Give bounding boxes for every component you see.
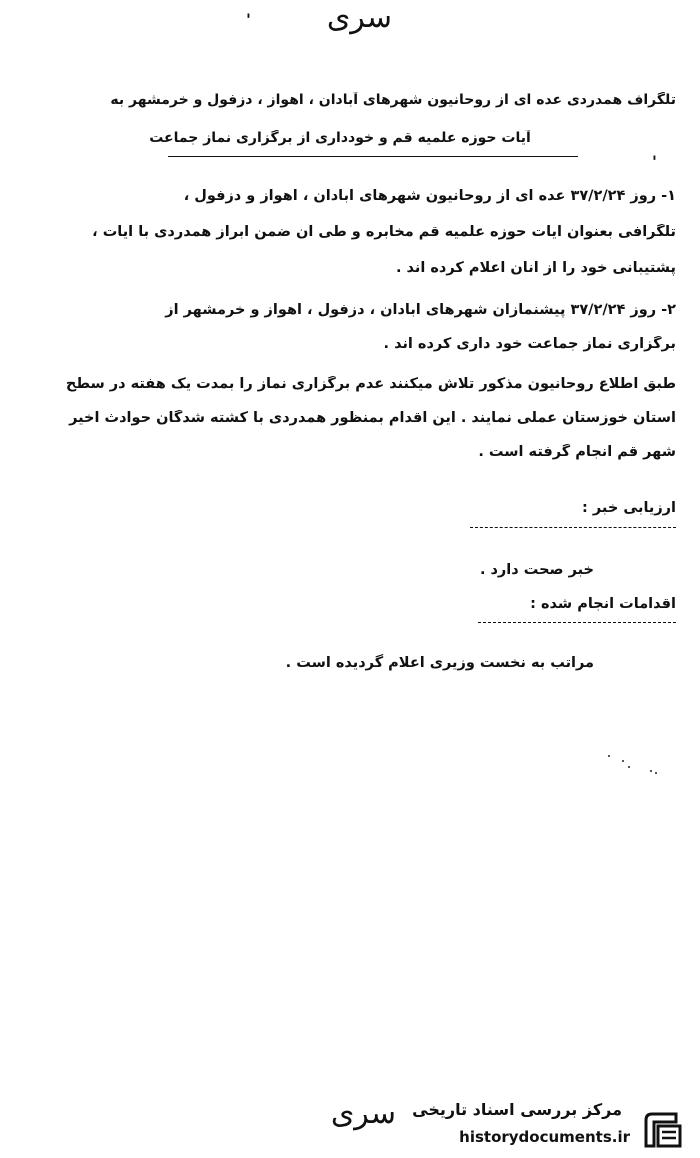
item-1-line-3: پشتیبانی خود را از آنان اعلام کرده اند .	[395, 260, 676, 276]
evaluation-text: خبر صحت دارد .	[479, 562, 594, 578]
item-2-line-2: برگزاری نماز جماعت خود داری کرده اند .	[383, 336, 676, 352]
actions-text: مراتب به نخست وزیری اعلام گردیده است .	[285, 655, 594, 671]
evaluation-heading: ارزیابی خبر :	[582, 500, 676, 516]
subject-underline	[168, 156, 578, 157]
archive-logo-icon	[640, 1108, 684, 1152]
footer-org-name: مرکز بررسی اسناد تاریخی	[412, 1100, 622, 1119]
evaluation-underline	[470, 527, 676, 528]
subject-mark: '	[652, 152, 657, 171]
subject-line-2: آیات حوزه علمیه قم و خودداری از برگزاری نماز جماعت	[149, 130, 531, 146]
footer-url: historydocuments.ir	[459, 1128, 630, 1146]
corner-mark: '	[246, 10, 251, 29]
paragraph-line-3: شهر قم انجام گرفته است .	[478, 444, 676, 460]
item-2-line-1: ۲- روز ۳۷/۲/۲۴ پیشنمازان شهرهای آبادان ، دزفول ، اهواز و خرمشهر از	[165, 302, 676, 318]
item-1-line-2: تلگرافی بعنوان آیات حوزه علمیه قم مخابره و طی آن ضمن ابراز همدردی با آیات ،	[92, 224, 676, 240]
classification-bottom: سری	[330, 1096, 396, 1131]
subject-line-1: تلگراف همدردی عده ای از روحانیون شهرهای آبادان ، اهواز ، دزفول و خرمشهر به	[110, 92, 676, 108]
classification-top: سری	[326, 0, 392, 35]
actions-underline	[478, 622, 676, 623]
paragraph-line-1: طبق اطلاع روحانیون مذکور تلاش میکنند عدم برگزاری نماز را بمدت یک هفته در سطح	[65, 376, 676, 392]
actions-heading: اقدامات انجام شده :	[530, 596, 676, 612]
item-1-line-1: ۱- روز ۳۷/۲/۲۴ عده ای از روحانیون شهرهای آبادان ، اهواز و دزفول ،	[183, 188, 676, 204]
paragraph-line-2: استان خوزستان عملی نمایند . این اقدام بمنظور همدردی با کشته شدگان حوادث اخیر	[69, 410, 676, 426]
